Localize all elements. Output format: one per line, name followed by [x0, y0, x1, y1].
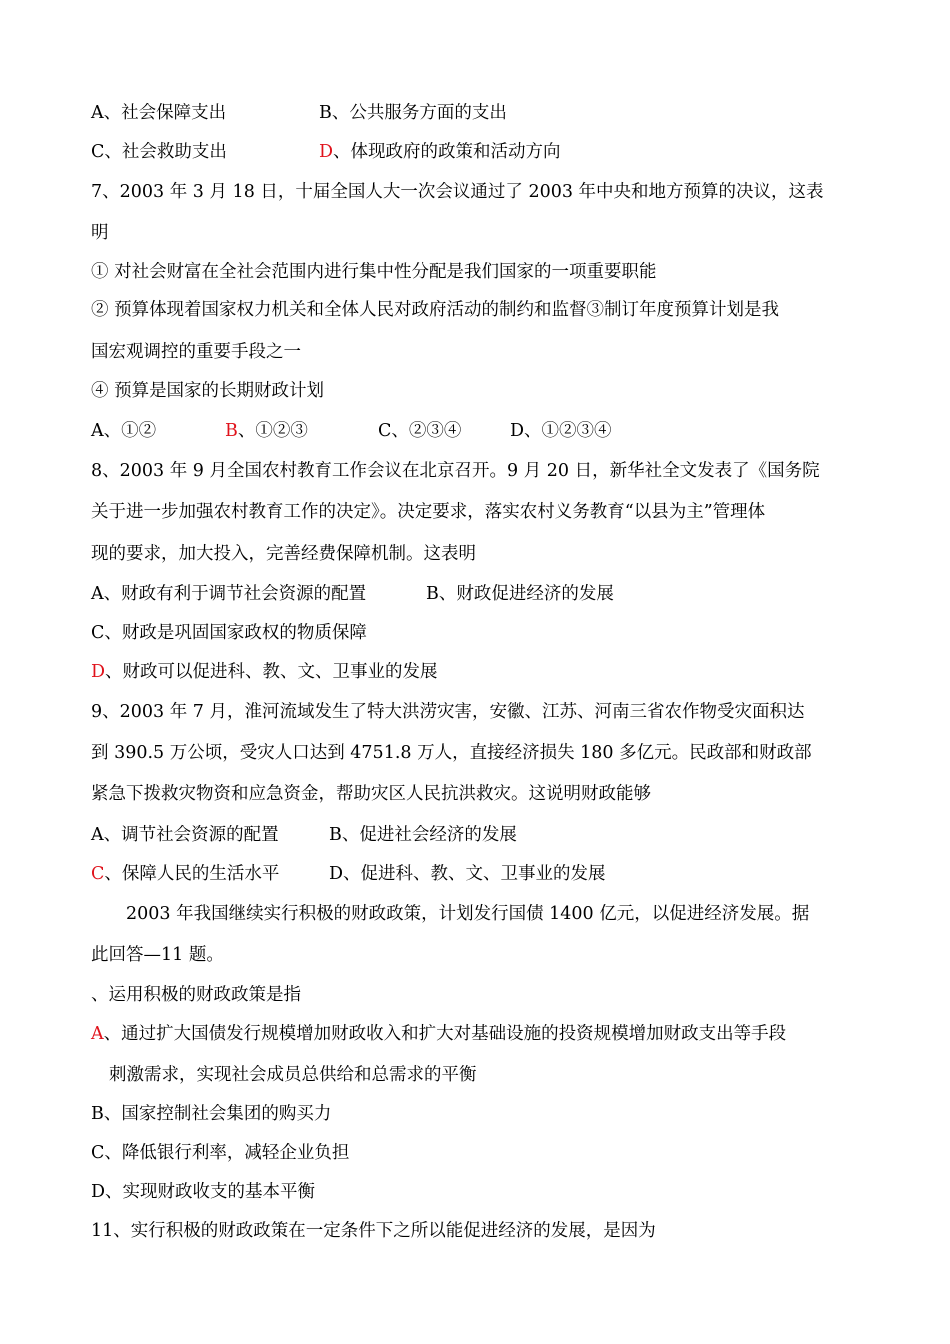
q9-option-c: C、保障人民的生活水平 [91, 864, 280, 884]
q9-row-2 [91, 863, 606, 885]
q10-option-b: B、国家控制社会集团的购买力 [91, 1104, 332, 1124]
q7-option-a: A、①② [91, 421, 157, 441]
q6-row-1 [91, 102, 507, 124]
q7-statement-2-line-2: 国宏观调控的重要手段之一 [91, 342, 301, 362]
q7-statement-4: ④ 预算是国家的长期财政计划 [91, 381, 325, 401]
q6-option-a: A、社会保障支出 [91, 103, 227, 123]
q10-option-d: D、实现财政收支的基本平衡 [91, 1182, 316, 1202]
q8-row-1 [91, 583, 614, 605]
q9-stem-line-2: 到 390.5 万公顷，受灾人口达到 4751.8 万人，直接经济损失 180 多亿元。民政部和财政部 [91, 743, 812, 763]
q7-answer-letter: B [225, 421, 238, 441]
q8-answer-letter: D [91, 662, 106, 682]
q10-answer-letter: A [91, 1024, 104, 1044]
q9-stem-line-3: 紧急下拨救灾物资和应急资金，帮助灾区人民抗洪救灾。这说明财政能够 [91, 784, 651, 804]
q7-statement-1: ① 对社会财富在全社会范围内进行集中性分配是我们国家的一项重要职能 [91, 262, 657, 282]
q8-option-a: A、财政有利于调节社会资源的配置 [91, 584, 367, 604]
q7-stem-line-2: 明 [91, 223, 109, 243]
q9-option-b: B、促进社会经济的发展 [329, 825, 517, 845]
q8-option-b: B、财政促进经济的发展 [426, 584, 614, 604]
q8-option-c: C、财政是巩固国家政权的物质保障 [91, 623, 367, 643]
intro-line-2: 此回答—11 题。 [91, 945, 224, 965]
q6-option-d: D、体现政府的政策和活动方向 [319, 142, 561, 162]
q7-option-c: C、②③④ [378, 421, 462, 441]
q10-option-c: C、降低银行利率，减轻企业负担 [91, 1143, 350, 1163]
q11-stem: 11、实行积极的财政政策在一定条件下之所以能促进经济的发展，是因为 [91, 1221, 656, 1241]
q10-option-a: A、通过扩大国债发行规模增加财政收入和扩大对基础设施的投资规模增加财政支出等手段 [91, 1024, 787, 1044]
q10-stem: 、运用积极的财政政策是指 [91, 985, 301, 1005]
q7-option-d: D、①②③④ [510, 421, 612, 441]
q6-option-c: C、社会救助支出 [91, 142, 227, 162]
q6-answer-letter: D [319, 142, 334, 162]
q7-option-b: B、①②③ [225, 421, 308, 441]
q8-stem-line-1: 8、2003 年 9 月全国农村教育工作会议在北京召开。9 月 20 日，新华社全文发表了《国务院 [91, 461, 820, 481]
intro-line-1: 2003 年我国继续实行积极的财政政策，计划发行国债 1400 亿元，以促进经济发展。据 [126, 904, 810, 924]
q7-statement-2-line-1: ② 预算体现着国家权力机关和全体人民对政府活动的制约和监督③制订年度预算计划是我 [91, 300, 780, 320]
q9-stem-line-1: 9、2003 年 7 月，淮河流域发生了特大洪涝灾害，安徽、江苏、河南三省农作物受灾面积达 [91, 702, 805, 722]
q9-option-a: A、调节社会资源的配置 [91, 825, 279, 845]
q8-stem-line-2: 关于进一步加强农村教育工作的决定》。决定要求，落实农村义务教育“以县为主”管理体 [91, 502, 766, 522]
q8-option-d: D、财政可以促进科、教、文、卫事业的发展 [91, 662, 438, 682]
q9-option-d: D、促进科、教、文、卫事业的发展 [329, 864, 606, 884]
q7-options-row [91, 420, 612, 442]
q7-stem-line-1: 7、2003 年 3 月 18 日，十届全国人大一次会议通过了 2003 年中央和地方预算的决议，这表 [91, 182, 824, 202]
q10-option-a-continued: 刺激需求，实现社会成员总供给和总需求的平衡 [109, 1065, 477, 1085]
q9-answer-letter: C [91, 864, 105, 884]
q8-stem-line-3: 现的要求，加大投入，完善经费保障机制。这表明 [91, 544, 476, 564]
q6-option-b: B、公共服务方面的支出 [319, 103, 507, 123]
q9-row-1 [91, 824, 517, 846]
q6-row-2 [91, 141, 561, 163]
